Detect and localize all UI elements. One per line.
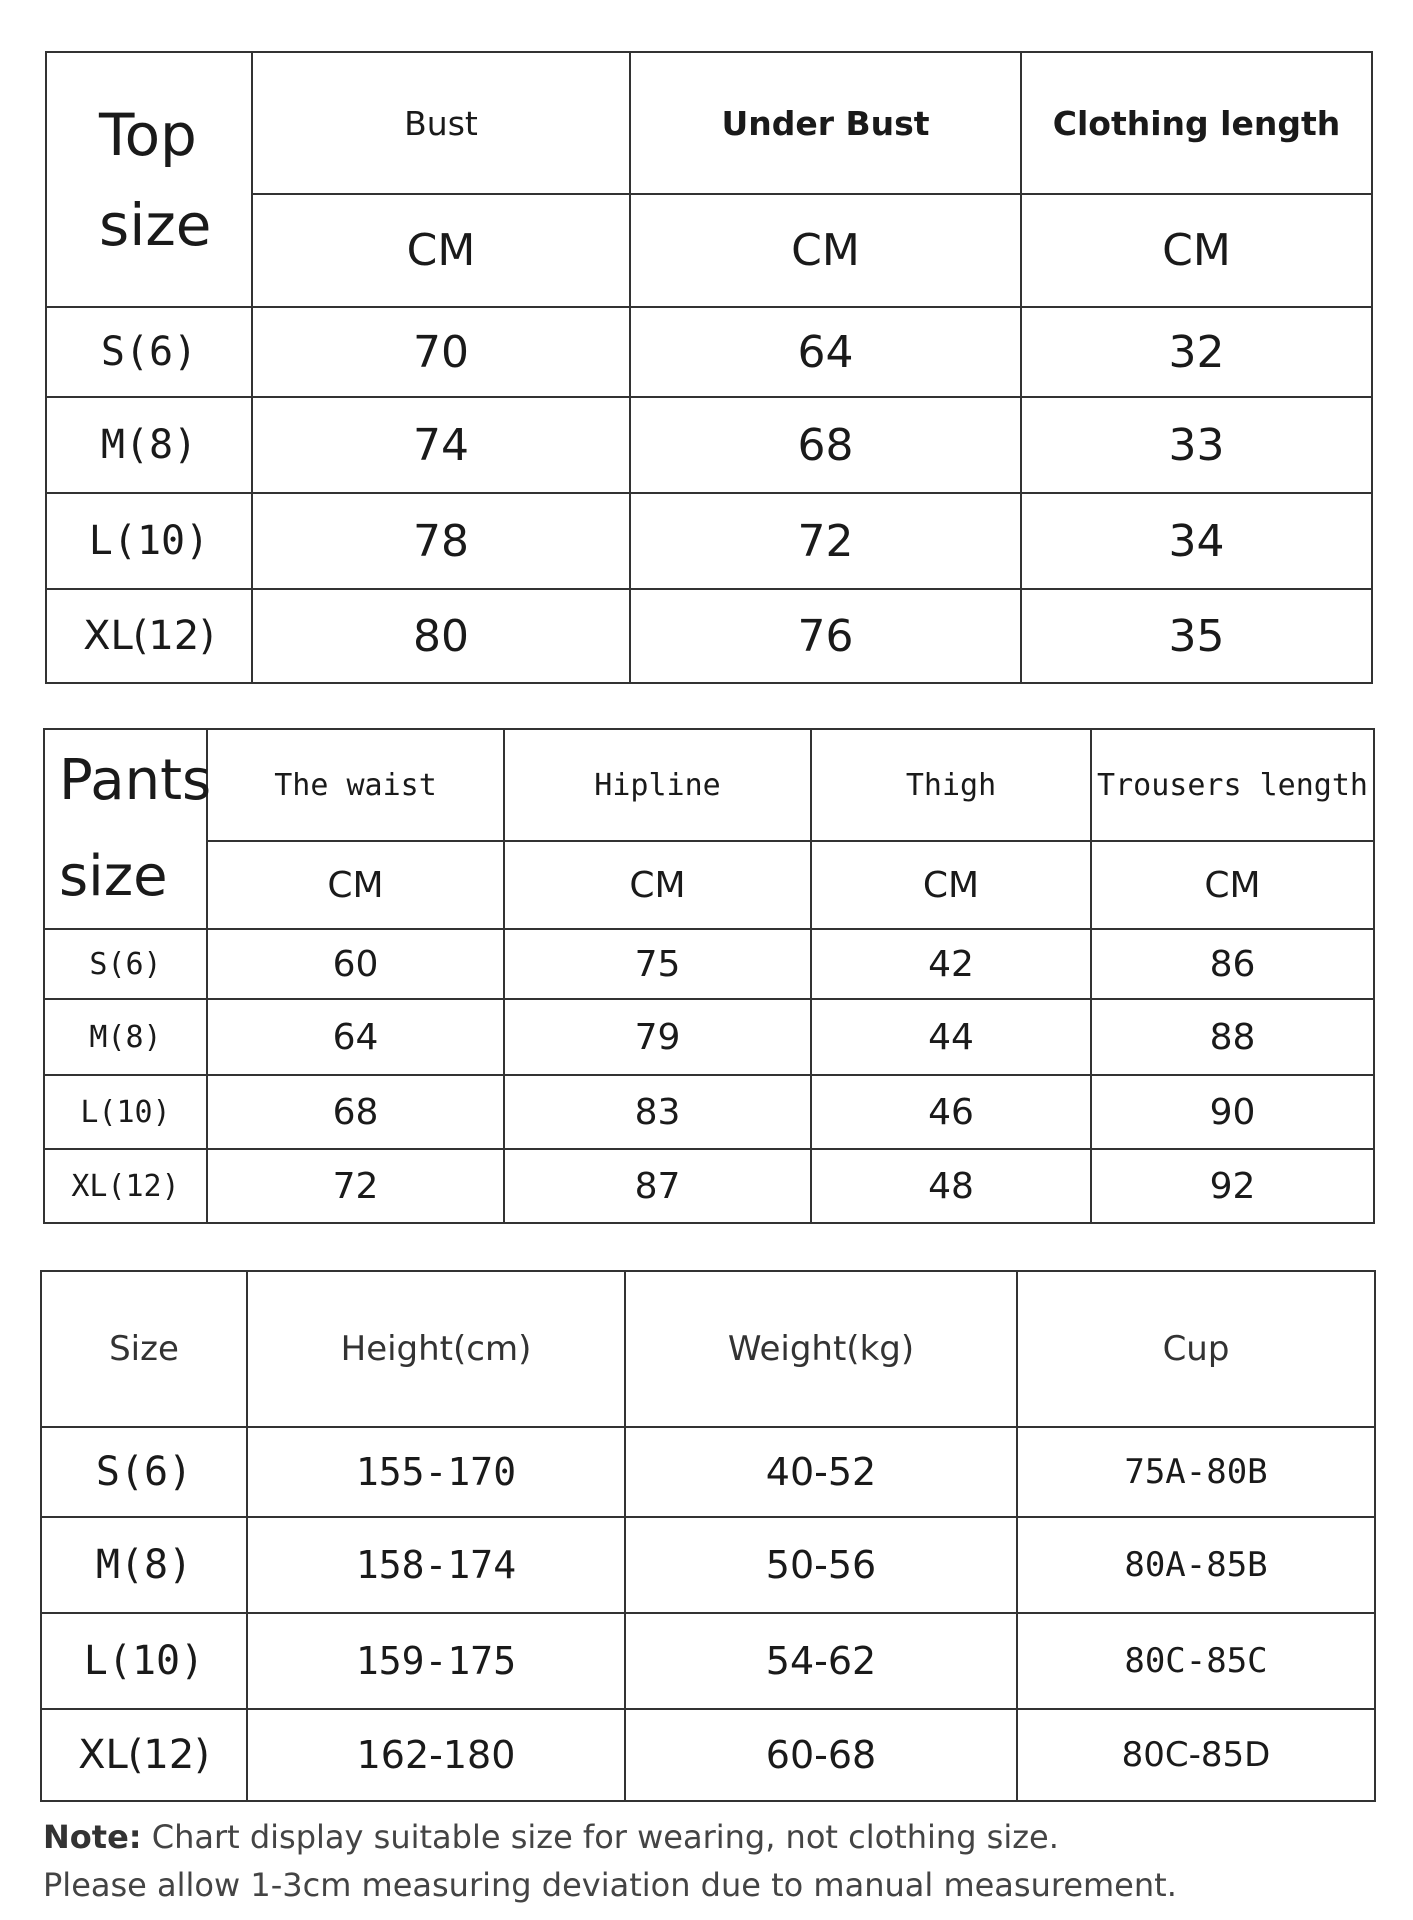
value-cell: 44 <box>811 999 1091 1075</box>
value-cell: 83 <box>504 1075 811 1149</box>
value-cell: 80 <box>252 589 630 683</box>
unit-cell: CM <box>811 841 1091 929</box>
top-size-table <box>45 51 1373 684</box>
pants-size-table <box>43 728 1375 1224</box>
value-cell: 46 <box>811 1075 1091 1149</box>
table-row <box>41 1517 1375 1613</box>
weight-cell: 54-62 <box>625 1613 1017 1709</box>
unit-cell: CM <box>252 194 630 307</box>
note-text-1: Chart display suitable size for wearing, not clothing size. <box>141 1818 1059 1856</box>
height-cell: 162-180 <box>247 1709 625 1801</box>
header-size: Size <box>41 1271 247 1427</box>
note-line-1 <box>43 1818 1059 1856</box>
size-label: XL(12) <box>46 589 252 683</box>
value-cell: 76 <box>630 589 1021 683</box>
size-label: M(8) <box>46 397 252 493</box>
size-label: S(6) <box>46 307 252 397</box>
value-cell: 33 <box>1021 397 1372 493</box>
value-cell: 90 <box>1091 1075 1374 1149</box>
unit-cell: CM <box>1091 841 1374 929</box>
size-label: XL(12) <box>44 1149 207 1223</box>
weight-cell: 60-68 <box>625 1709 1017 1801</box>
height-cell: 155-170 <box>247 1427 625 1517</box>
value-cell: 68 <box>630 397 1021 493</box>
value-cell: 86 <box>1091 929 1374 999</box>
value-cell: 72 <box>207 1149 504 1223</box>
value-cell: 88 <box>1091 999 1374 1075</box>
value-cell: 34 <box>1021 493 1372 589</box>
value-cell: 68 <box>207 1075 504 1149</box>
fit-guide-table <box>40 1270 1376 1802</box>
table-row <box>46 589 1372 683</box>
table-row <box>46 493 1372 589</box>
value-cell: 74 <box>252 397 630 493</box>
value-cell: 35 <box>1021 589 1372 683</box>
value-cell: 64 <box>630 307 1021 397</box>
header-weight: Weight(kg) <box>625 1271 1017 1427</box>
note-label: Note: <box>43 1818 142 1856</box>
value-cell: 78 <box>252 493 630 589</box>
unit-cell: CM <box>504 841 811 929</box>
value-cell: 32 <box>1021 307 1372 397</box>
header-height: Height(cm) <box>247 1271 625 1427</box>
weight-cell: 40-52 <box>625 1427 1017 1517</box>
weight-cell: 50-56 <box>625 1517 1017 1613</box>
height-cell: 158-174 <box>247 1517 625 1613</box>
size-label: M(8) <box>44 999 207 1075</box>
header-trousers-length: Trousers length <box>1091 729 1374 841</box>
header-thigh: Thigh <box>811 729 1091 841</box>
unit-cell: CM <box>1021 194 1372 307</box>
header-under-bust: Under Bust <box>630 52 1021 194</box>
table-row <box>46 397 1372 493</box>
top-size-corner <box>46 52 252 307</box>
unit-cell: CM <box>630 194 1021 307</box>
value-cell: 87 <box>504 1149 811 1223</box>
table-row <box>41 1613 1375 1709</box>
value-cell: 48 <box>811 1149 1091 1223</box>
header-hipline: Hipline <box>504 729 811 841</box>
pants-size-corner <box>44 729 212 929</box>
value-cell: 60 <box>207 929 504 999</box>
cup-cell: 75A-80B <box>1017 1427 1375 1517</box>
unit-cell: CM <box>207 841 504 929</box>
size-label: XL(12) <box>41 1709 247 1801</box>
header-clothing-length: Clothing length <box>1021 52 1372 194</box>
cup-cell: 80A-85B <box>1017 1517 1375 1613</box>
size-label: L(10) <box>46 493 252 589</box>
value-cell: 92 <box>1091 1149 1374 1223</box>
size-label: L(10) <box>44 1075 207 1149</box>
note-line-2: Please allow 1-3cm measuring deviation due to manual measurement. <box>43 1866 1177 1904</box>
header-bust: Bust <box>252 52 630 194</box>
header-cup: Cup <box>1017 1271 1375 1427</box>
table-row <box>44 999 1374 1075</box>
table-row <box>46 307 1372 397</box>
top-corner-line1: Top <box>99 100 197 169</box>
header-waist: The waist <box>207 729 504 841</box>
cup-cell: 80C-85D <box>1017 1709 1375 1801</box>
size-label: S(6) <box>41 1427 247 1517</box>
table-row <box>44 1149 1374 1223</box>
pants-corner-line2: size <box>59 844 168 909</box>
size-label: L(10) <box>41 1613 247 1709</box>
height-cell: 159-175 <box>247 1613 625 1709</box>
value-cell: 64 <box>207 999 504 1075</box>
table-row <box>41 1709 1375 1801</box>
size-label: M(8) <box>41 1517 247 1613</box>
table-row <box>41 1427 1375 1517</box>
table-row <box>44 929 1374 999</box>
size-label: S(6) <box>44 929 207 999</box>
top-corner-line2: size <box>99 190 212 259</box>
cup-cell: 80C-85C <box>1017 1613 1375 1709</box>
value-cell: 70 <box>252 307 630 397</box>
table-row <box>44 1075 1374 1149</box>
value-cell: 42 <box>811 929 1091 999</box>
value-cell: 72 <box>630 493 1021 589</box>
value-cell: 75 <box>504 929 811 999</box>
pants-corner-line1: Pants <box>59 748 212 813</box>
value-cell: 79 <box>504 999 811 1075</box>
